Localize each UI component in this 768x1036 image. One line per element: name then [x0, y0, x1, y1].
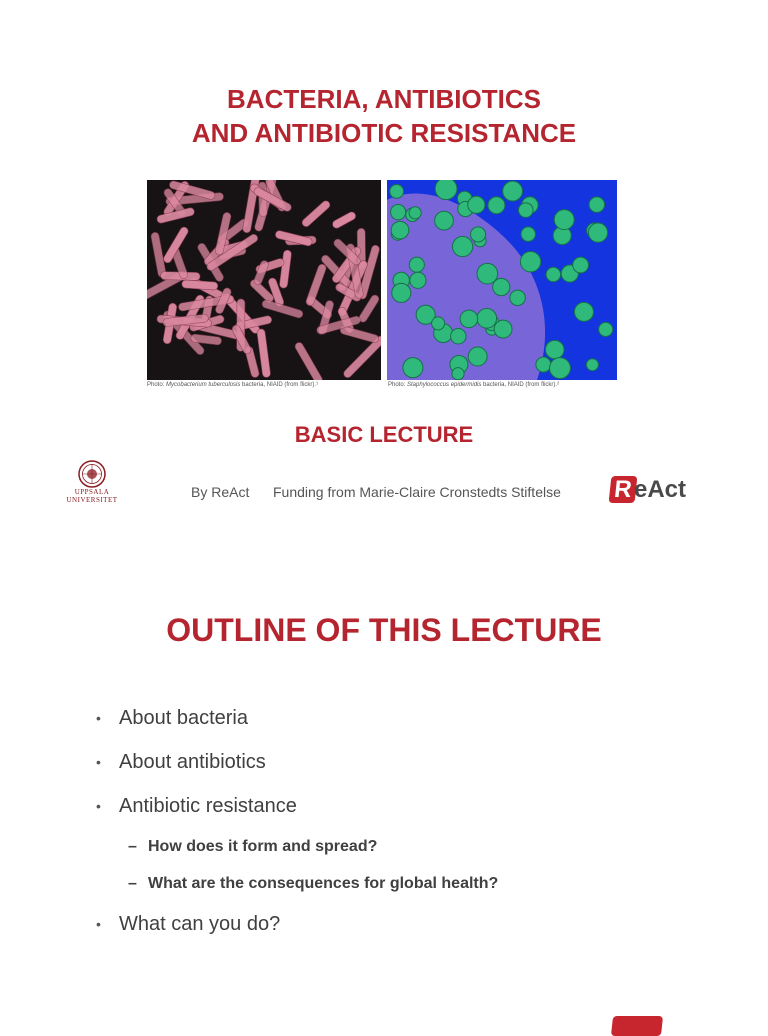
- list-item-text: About bacteria: [119, 707, 248, 729]
- title-line-1: BACTERIA, ANTIBIOTICS: [227, 84, 541, 114]
- list-item: [96, 793, 716, 837]
- uppsala-seal-icon: [78, 460, 106, 488]
- cocci-bacteria-image: [387, 180, 617, 380]
- coccus-bacterium: [588, 223, 607, 242]
- coccus-bacterium: [550, 358, 571, 379]
- coccus-bacterium: [510, 290, 525, 305]
- coccus-bacterium: [574, 302, 593, 321]
- uppsala-logo: [52, 460, 132, 514]
- rod-bacterium: [301, 199, 332, 228]
- bullet-icon: •: [96, 916, 101, 932]
- list-item-text: About antibiotics: [119, 751, 266, 773]
- list-item: [96, 749, 716, 793]
- coccus-bacterium: [392, 283, 411, 302]
- coccus-bacterium: [460, 310, 478, 328]
- react-logo-mark: R: [609, 476, 638, 503]
- coccus-bacterium: [409, 257, 424, 272]
- uppsala-line-2: UNIVERSITET: [66, 496, 118, 504]
- slide-title: [0, 82, 768, 150]
- coccus-bacterium: [520, 252, 540, 272]
- coccus-bacterium: [546, 267, 561, 282]
- dash-icon: –: [128, 838, 137, 855]
- coccus-bacterium: [435, 180, 457, 200]
- sub-list-item: [96, 837, 716, 874]
- caption-species: Mycobacterium tuberculosis: [166, 382, 241, 388]
- coccus-bacterium: [391, 221, 409, 239]
- list-item-text: What can you do?: [119, 913, 281, 935]
- react-logo-word: eAct: [634, 476, 687, 503]
- coccus-bacterium: [554, 210, 574, 230]
- coccus-bacterium: [599, 322, 613, 336]
- outline-title: OUTLINE OF THIS LECTURE: [166, 612, 602, 648]
- mycobacterium-photo: [147, 180, 381, 380]
- bullet-icon: •: [96, 710, 101, 726]
- rod-bacterium: [294, 341, 324, 380]
- coccus-bacterium: [468, 347, 487, 366]
- coccus-bacterium: [536, 357, 551, 372]
- coccus-bacterium: [452, 368, 464, 380]
- coccus-bacterium: [468, 196, 485, 213]
- rod-bacterium: [150, 232, 166, 278]
- caption-species: Staphylococcus epidermidis: [407, 382, 482, 388]
- photo-caption-left: [147, 382, 318, 388]
- coccus-bacterium: [573, 257, 589, 273]
- rod-bacterium: [253, 259, 270, 285]
- staphylococcus-photo: [387, 180, 617, 380]
- photo-caption-right: [388, 382, 559, 388]
- coccus-bacterium: [390, 184, 404, 198]
- coccus-bacterium: [452, 236, 472, 256]
- caption-prefix: Photo:: [388, 382, 408, 388]
- uppsala-line-1: UPPSALA: [74, 488, 110, 496]
- coccus-bacterium: [518, 203, 533, 218]
- rod-bacteria-image: [147, 180, 381, 380]
- coccus-bacterium: [409, 207, 421, 219]
- coccus-bacterium: [403, 358, 423, 378]
- bullet-icon: •: [96, 798, 101, 814]
- coccus-bacterium: [391, 205, 406, 220]
- coccus-bacterium: [451, 329, 466, 344]
- sub-list-item: [96, 874, 716, 911]
- caption-suffix: bacteria, NIAID (from flickr).²: [481, 382, 560, 388]
- react-logo: [610, 474, 690, 508]
- caption-prefix: Photo:: [147, 382, 167, 388]
- coccus-bacterium: [586, 359, 598, 371]
- rod-bacterium: [257, 328, 271, 377]
- coccus-bacterium: [488, 197, 505, 214]
- rod-bacterium: [279, 250, 292, 289]
- rod-bacterium: [331, 211, 357, 230]
- outline-slide: [0, 560, 768, 1024]
- react-corner-mark: [611, 1016, 663, 1036]
- author-credit: By ReAct: [191, 484, 250, 500]
- rod-bacterium: [182, 280, 218, 290]
- dash-icon: –: [128, 875, 137, 892]
- coccus-bacterium: [589, 197, 605, 213]
- list-item-text: Antibiotic resistance: [119, 795, 297, 817]
- coccus-bacterium: [410, 272, 426, 288]
- coccus-bacterium: [471, 227, 486, 242]
- coccus-bacterium: [494, 320, 512, 338]
- coccus-bacterium: [477, 263, 498, 284]
- coccus-bacterium: [521, 227, 535, 241]
- rod-bacterium: [339, 325, 379, 343]
- funding-credit: Funding from Marie-Claire Cronstedts Stiftelse: [273, 484, 561, 500]
- outline-list: [96, 705, 716, 955]
- list-item: [96, 911, 716, 955]
- caption-suffix: bacteria, NIAID (from flickr).¹: [240, 382, 319, 388]
- title-line-2: AND ANTIBIOTIC RESISTANCE: [191, 118, 577, 148]
- list-item: [96, 705, 716, 749]
- slide-subtitle: BASIC LECTURE: [294, 422, 474, 447]
- coccus-bacterium: [435, 211, 454, 230]
- sub-list-item-text: What are the consequences for global health?: [148, 875, 499, 892]
- coccus-bacterium: [503, 181, 523, 201]
- coccus-bacterium: [477, 309, 497, 329]
- coccus-bacterium: [432, 317, 445, 330]
- sub-list-item-text: How does it form and spread?: [148, 838, 378, 855]
- coccus-bacterium: [545, 340, 564, 359]
- bullet-icon: •: [96, 754, 101, 770]
